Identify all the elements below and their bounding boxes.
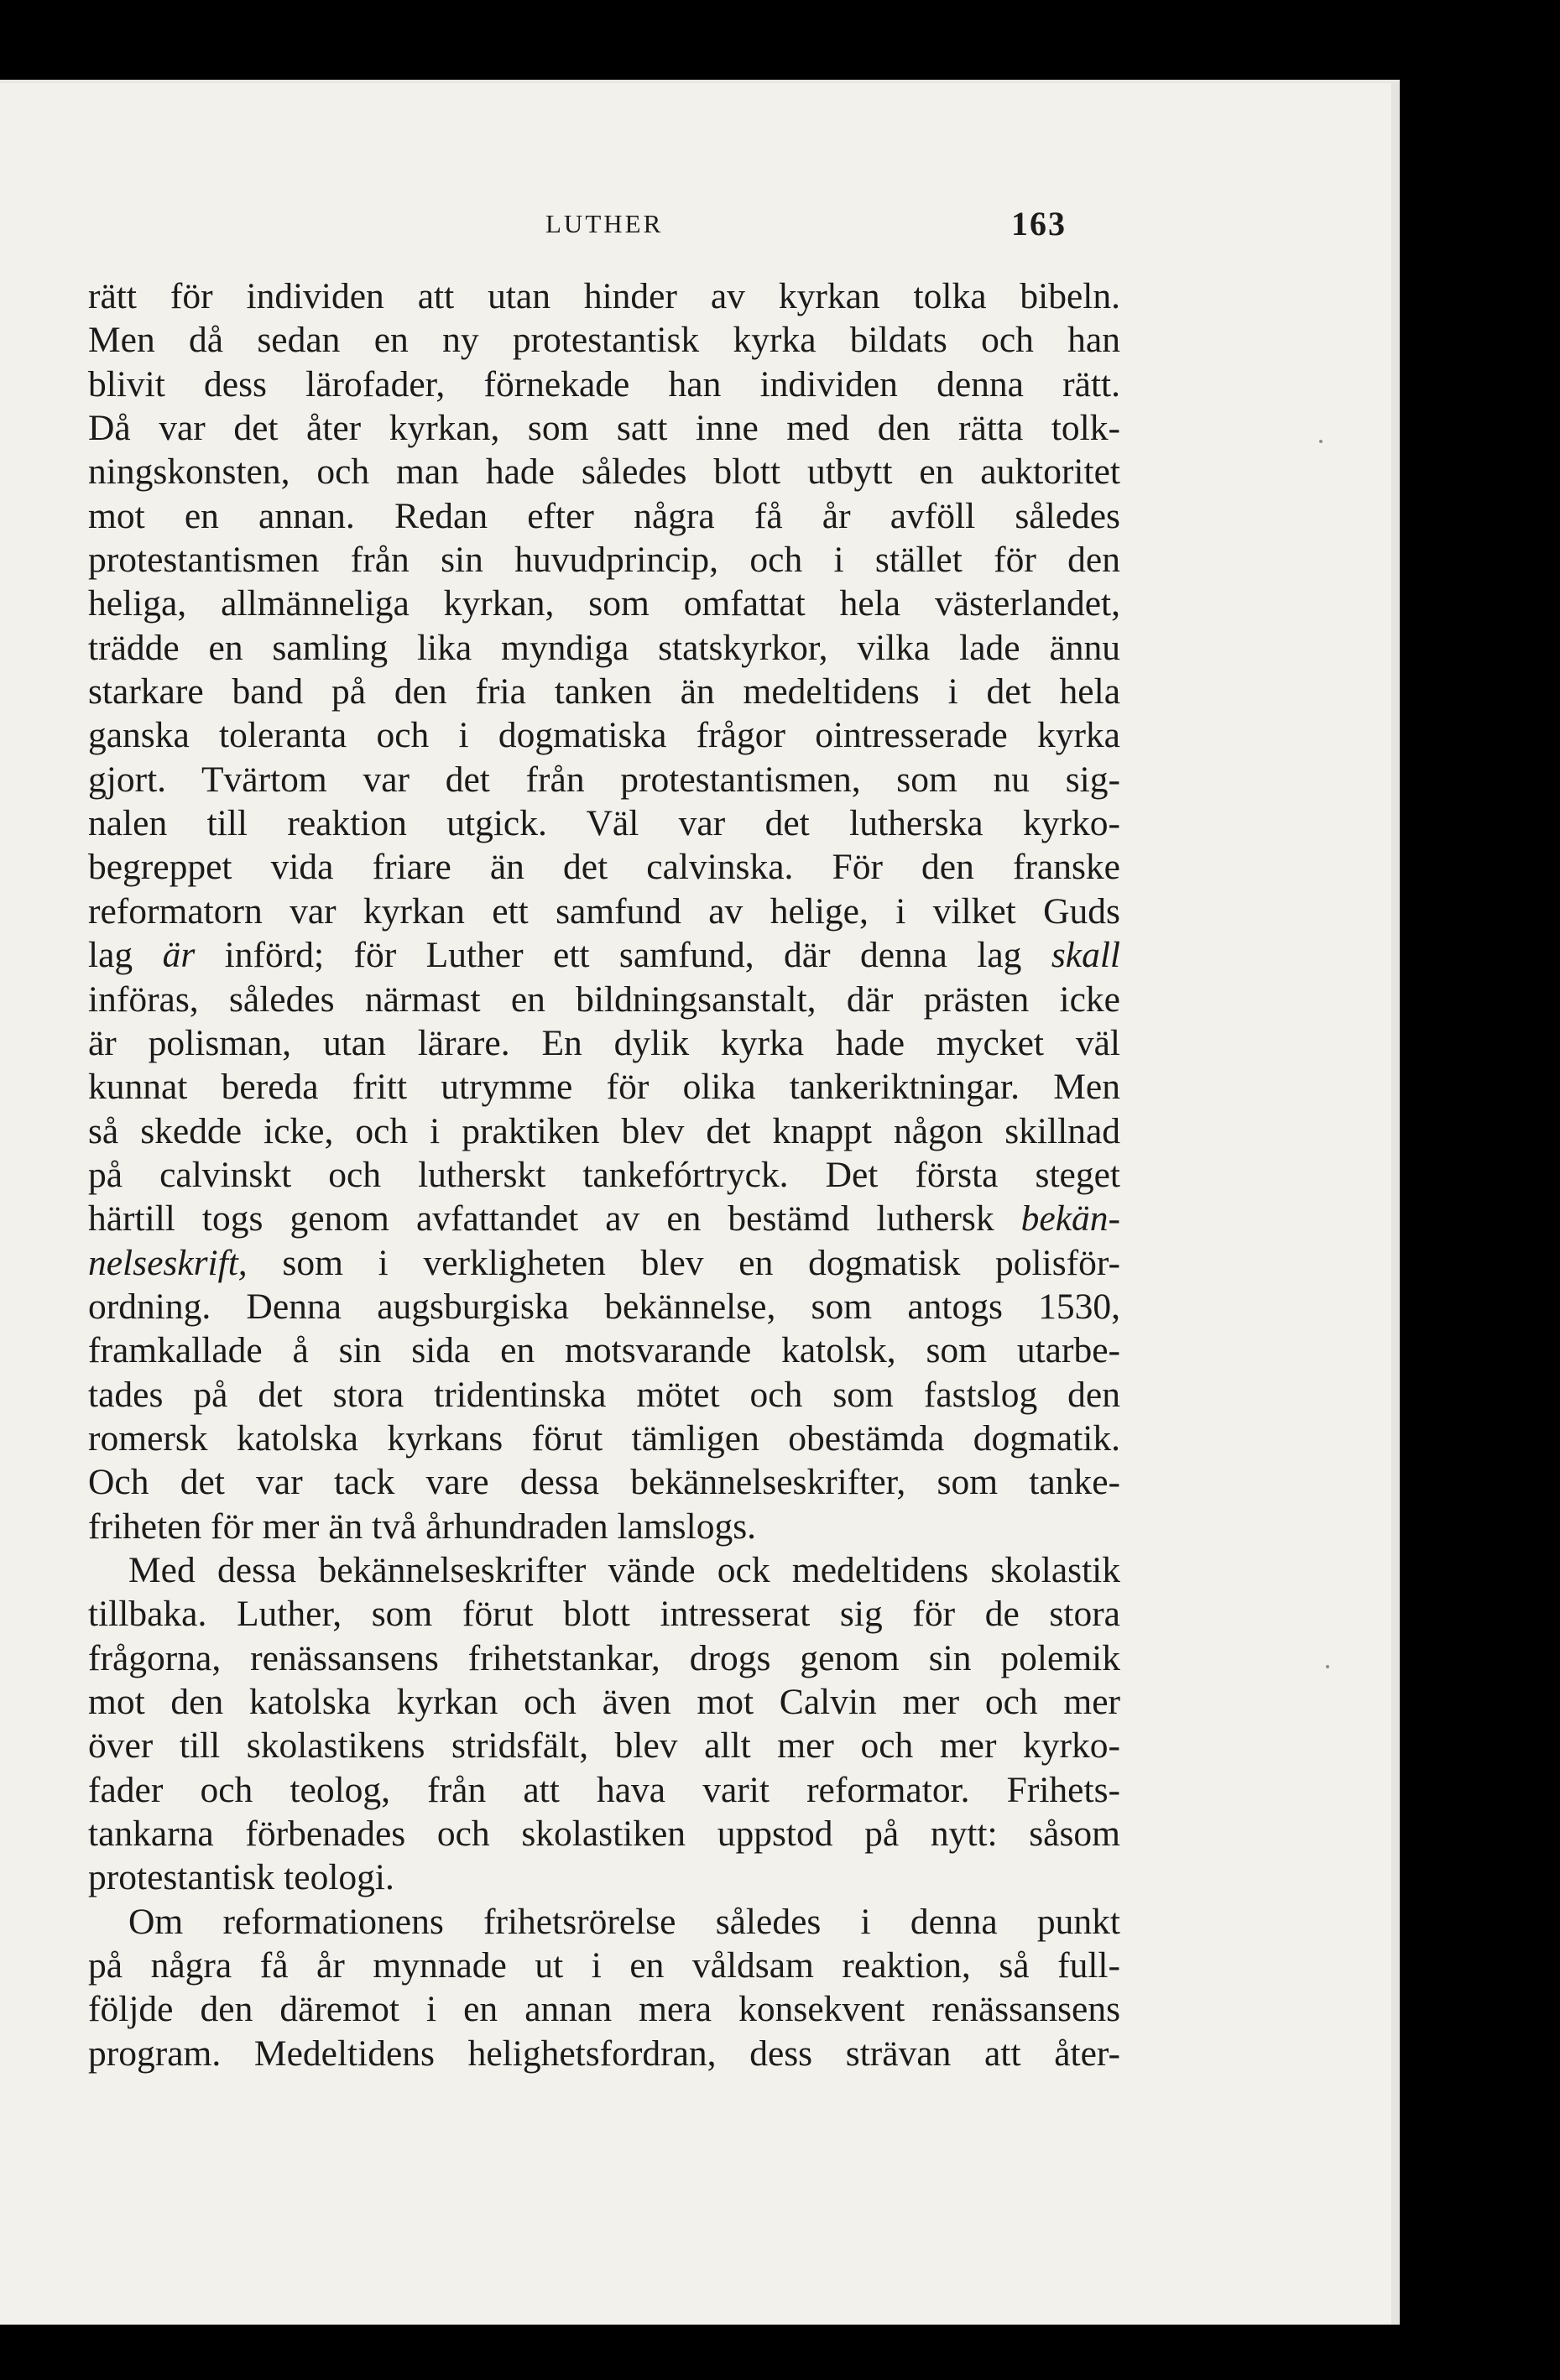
text-line: Med dessa bekännelseskrifter vände ock medeltidens skolastik: [128, 1549, 1120, 1590]
text-line: frågorna, renässansens frihetstankar, drogs genom sin polemik: [88, 1637, 1120, 1678]
text-line: ordning. Denna augsburgiska bekännelse, som antogs 1530,: [88, 1286, 1120, 1327]
text-line: begreppet vida friare än det calvinska. För den franske: [88, 847, 1120, 888]
text-line: [88, 1241, 1120, 1285]
text-line: protestantismen från sin huvudprincip, och i stället för den: [88, 540, 1120, 581]
text-line: Då var det åter kyrkan, som satt inne med den rätta tolk-: [88, 408, 1120, 449]
text-line: så skedde icke, och i praktiken blev det knappt någon skillnad: [88, 1110, 1120, 1151]
text-line: rätt för individen att utan hinder av kyrkan tolka bibeln.: [88, 276, 1120, 316]
running-title: LUTHER: [545, 209, 664, 238]
text-line: gjort. Tvärtom var det från protestantismen, som nu sig-: [88, 759, 1120, 800]
text-line: på några få år mynnade ut i en våldsam reaktion, så full-: [88, 1945, 1120, 1986]
italic-word: nelseskrift,: [88, 1242, 248, 1283]
text-line: Men då sedan en ny protestantisk kyrka bildats och han: [88, 320, 1120, 361]
text-line: protestantisk teologi.: [88, 1857, 394, 1898]
text-line: tades på det stora tridentinska mötet och som fastslog den: [88, 1374, 1120, 1415]
paper-speck: [1326, 1665, 1329, 1668]
text-line: trädde en samling lika myndiga statskyrkor, vilka lade ännu: [88, 627, 1120, 668]
running-head: [0, 205, 1400, 251]
text-segment: införd; för Luther ett samfund, där denna lag: [195, 935, 1051, 976]
text-line: Och det var tack vare dessa bekännelseskrifter, som tanke-: [88, 1462, 1120, 1503]
text-line: ningskonsten, och man hade således blott utbytt en auktoritet: [88, 451, 1120, 493]
text-line: på calvinskt och lutherskt tankefórtryck. Det första steget: [88, 1154, 1120, 1195]
text-line: starkare band på den fria tanken än medeltidens i det hela: [88, 671, 1120, 712]
text-line: nalen till reaktion utgick. Väl var det lutherska kyrko-: [88, 803, 1120, 844]
text-line: romersk katolska kyrkans förut tämligen obestämda dogmatik.: [88, 1417, 1120, 1459]
text-line: framkallade å sin sida en motsvarande katolsk, som utarbe-: [88, 1330, 1120, 1371]
text-line: friheten för mer än två århundraden lamslogs.: [88, 1506, 756, 1547]
text-line: införas, således närmast en bildningsanstalt, där prästen icke: [88, 979, 1120, 1020]
book-page: [0, 80, 1400, 2325]
text-line: mot en annan. Redan efter några få år avföll således: [88, 495, 1120, 536]
text-line: följde den däremot i en annan mera konsekvent renässansens: [88, 1989, 1120, 2030]
text-line: [88, 933, 1120, 977]
text-line: [88, 1197, 1120, 1240]
italic-word: skall: [1051, 935, 1120, 976]
text-line: är polisman, utan lärare. En dylik kyrka hade mycket väl: [88, 1022, 1120, 1063]
italic-word: bekän-: [1020, 1198, 1120, 1240]
page-number: 163: [1011, 205, 1067, 243]
text-line: fader och teolog, från att hava varit reformator. Frihets-: [88, 1769, 1120, 1810]
page-edge: [1391, 83, 1400, 2325]
italic-word: är: [162, 935, 196, 976]
text-line: tankarna förbenades och skolastiken uppstod på nytt: såsom: [88, 1814, 1120, 1855]
text-line: över till skolastikens stridsfält, blev allt mer och mer kyrko-: [88, 1725, 1120, 1767]
paper-speck: [1319, 440, 1323, 443]
text-line: tillbaka. Luther, som förut blott intresserat sig för de stora: [88, 1594, 1120, 1635]
text-line: reformatorn var kyrkan ett samfund av helige, i vilket Guds: [88, 890, 1120, 932]
body-text: [88, 274, 1120, 2075]
text-segment: lag: [88, 935, 163, 976]
text-line: kunnat bereda fritt utrymme för olika tankeriktningar. Men: [88, 1067, 1120, 1108]
text-segment: som i verkligheten blev en dogmatisk polisför-: [247, 1242, 1120, 1283]
text-line: blivit dess lärofader, förnekade han individen denna rätt.: [88, 363, 1120, 404]
text-segment: härtill togs genom avfattandet av en bestämd luthersk: [88, 1198, 1021, 1240]
text-line: program. Medeltidens helighetsfordran, dess strävan att åter-: [88, 2033, 1120, 2074]
text-line: mot den katolska kyrkan och även mot Calvin mer och mer: [88, 1682, 1120, 1722]
text-line: Om reformationens frihetsrörelse således i denna punkt: [128, 1901, 1120, 1942]
text-line: ganska toleranta och i dogmatiska frågor ointresserade kyrka: [88, 715, 1120, 756]
text-line: heliga, allmänneliga kyrkan, som omfattat hela västerlandet,: [88, 583, 1120, 624]
